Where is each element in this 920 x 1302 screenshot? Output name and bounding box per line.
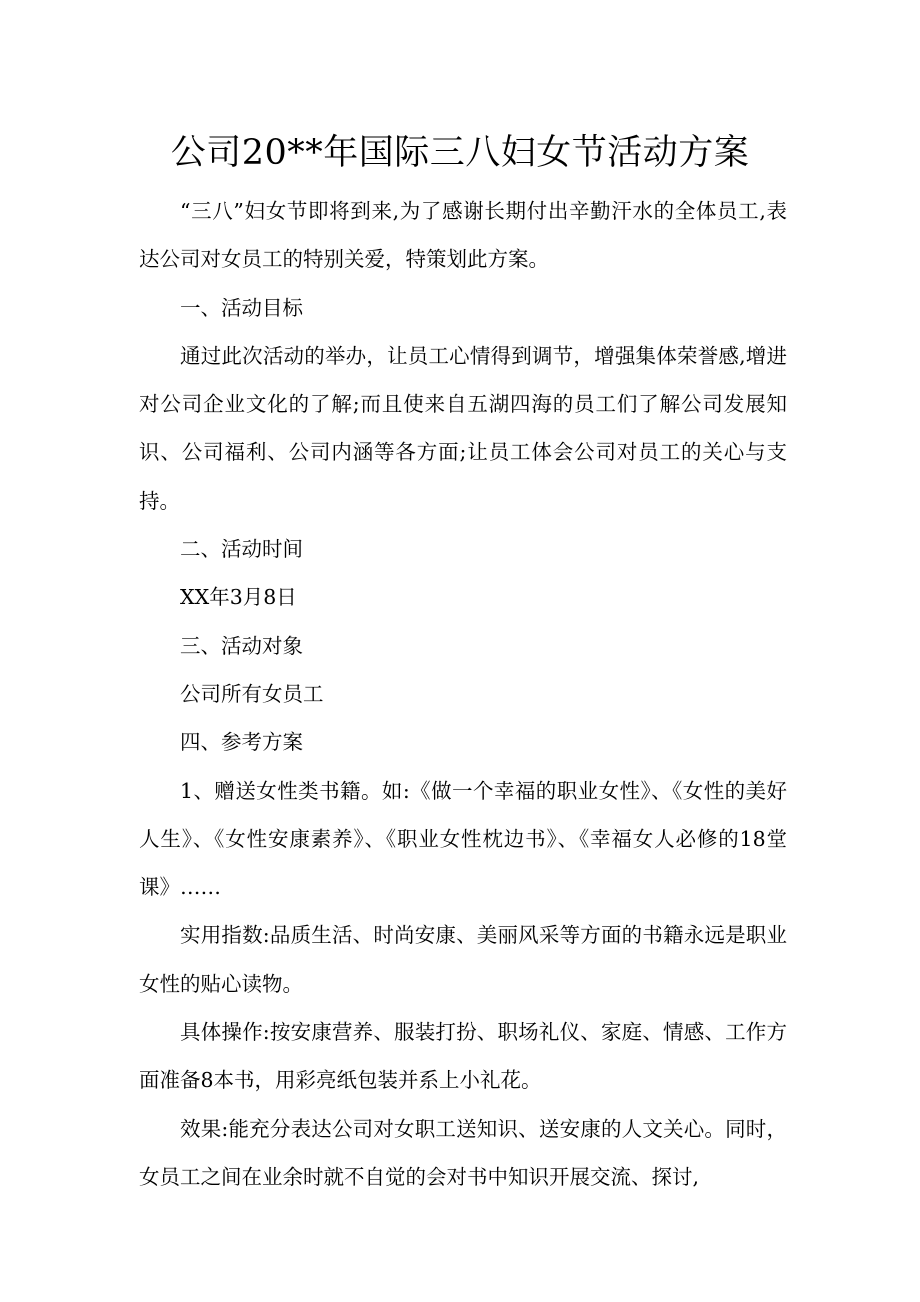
effect-paragraph: 效果:能充分表达公司对女职工送知识、送安康的人文关心。同时，女员工之间在业余时就不自觉的会对书中知识开展交流、探讨, bbox=[139, 1116, 787, 1189]
intro-paragraph: “三八”妇女节即将到来,为了感谢长期付出辛勤汗水的全体员工,表达公司对女员工的特别关爱，特策划此方案。 bbox=[139, 199, 787, 272]
section-heading-audience: 三、活动对象 bbox=[180, 633, 303, 658]
section-heading-goal: 一、活动目标 bbox=[180, 295, 303, 320]
time-paragraph: XX年3月8日 bbox=[180, 585, 297, 610]
document-title: 公司20**年国际三八妇女节活动方案 bbox=[170, 133, 750, 173]
practicality-paragraph: 实用指数:品质生活、时尚安康、美丽风采等方面的书籍永远是职业女性的贴心读物。 bbox=[139, 923, 787, 996]
operation-paragraph: 具体操作:按安康营养、服装打扮、职场礼仪、家庭、情感、工作方面准备8本书，用彩亮纸包装并系上小礼花。 bbox=[139, 1020, 787, 1093]
section-heading-time: 二、活动时间 bbox=[180, 537, 303, 562]
document-body bbox=[139, 187, 787, 1201]
goal-paragraph: 通过此次活动的举办，让员工心情得到调节，增强集体荣誉感,增进对公司企业文化的了解;而且使来自五湖四海的员工们了解公司发展知识、公司福利、公司内涵等各方面;让员工体会公司对员工的关心与支持。 bbox=[139, 343, 787, 513]
audience-paragraph: 公司所有女员工 bbox=[180, 681, 324, 706]
section-heading-plan: 四、参考方案 bbox=[180, 730, 303, 755]
plan-books-paragraph: 1、赠送女性类书籍。如:《做一个幸福的职业女性》、《女性的美好人生》、《女性安康素养》、《职业女性枕边书》、《幸福女人必修的18堂课》…… bbox=[139, 778, 787, 900]
